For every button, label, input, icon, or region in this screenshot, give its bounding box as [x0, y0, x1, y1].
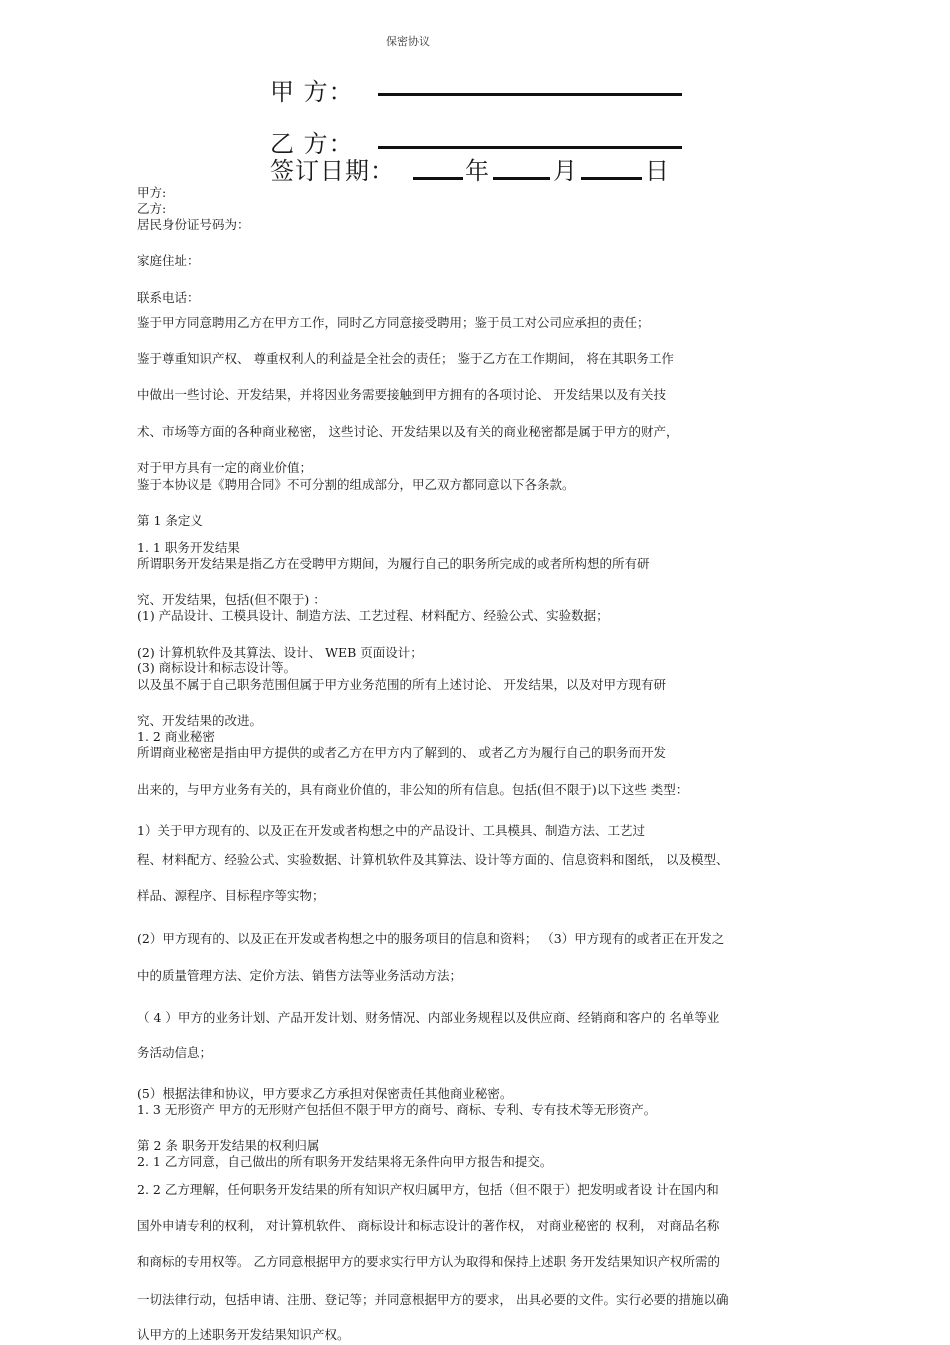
text-line: 联系电话：	[137, 290, 200, 305]
text-line: 务活动信息；	[137, 1045, 213, 1060]
party-a-blank-line[interactable]	[378, 93, 682, 96]
text-line: 出来的，与甲方业务有关的，具有商业价值的，非公知的所有信息。包括(但不限于)以下这些 类型：	[137, 782, 689, 797]
month-label: 月	[553, 157, 578, 185]
year-blank-line[interactable]	[413, 177, 463, 180]
text-line: 1）关于甲方现有的、以及正在开发或者构想之中的产品设计、工具模具、制造方法、工艺过	[137, 823, 645, 838]
text-line: 鉴于甲方同意聘用乙方在甲方工作，同时乙方同意接受聘用；鉴于员工对公司应承担的责任；	[137, 315, 650, 330]
text-line: 乙方:	[137, 201, 167, 216]
text-line: 中做出一些讨论、开发结果，并将因业务需要接触到甲方拥有的各项讨论、 开发结果以及有关技	[137, 387, 666, 402]
text-line: 1. 3 无形资产 甲方的无形财产包括但不限于甲方的商号、商标、专利、专有技术等无形资产。	[137, 1102, 657, 1117]
text-line: 对于甲方具有一定的商业价值；	[137, 460, 313, 475]
text-line: 一切法律行动，包括申请、注册、登记等；并同意根据甲方的要求， 出具必要的文件。实行必要的措施以确	[137, 1292, 729, 1307]
text-line: 所谓商业秘密是指由甲方提供的或者乙方在甲方内了解到的、 或者乙方为履行自己的职务而开发	[137, 745, 666, 760]
text-line: 家庭住址：	[137, 253, 200, 268]
text-line: (2) 计算机软件及其算法、设计、 WEB 页面设计；	[137, 645, 423, 660]
text-line: 甲方:	[137, 185, 167, 200]
party-b-blank-line[interactable]	[378, 146, 682, 149]
text-line: 2. 1 乙方同意，自己做出的所有职务开发结果将无条件向甲方报告和提交。	[137, 1154, 553, 1169]
month-blank-line[interactable]	[493, 177, 550, 180]
text-line: 以及虽不属于自己职务范围但属于甲方业务范围的所有上述讨论、 开发结果，以及对甲方现有研	[137, 677, 666, 692]
text-line: 认甲方的上述职务开发结果知识产权。	[137, 1327, 350, 1342]
text-line: 国外申请专利的权利， 对计算机软件、 商标设计和标志设计的著作权， 对商业秘密的 权利， 对商品名称	[137, 1218, 720, 1233]
text-line: 所谓职务开发结果是指乙方在受聘甲方期间，为履行自己的职务所完成的或者所构想的所有研	[137, 556, 650, 571]
text-line: 究、开发结果的改进。	[137, 713, 263, 728]
text-line: (2）甲方现有的、以及正在开发或者构想之中的服务项目的信息和资料； （3）甲方现有的或者正在开发之	[137, 931, 725, 946]
text-line: 术、市场等方面的各种商业秘密， 这些讨论、开发结果以及有关的商业秘密都是属于甲方的财产，	[137, 424, 679, 439]
text-line: 和商标的专用权等。 乙方同意根据甲方的要求实行甲方认为取得和保持上述职 务开发结果知识产权所需的	[137, 1254, 720, 1269]
party-a-label: 甲 方：	[270, 78, 354, 106]
text-line: (3) 商标设计和标志设计等。	[137, 660, 297, 675]
subsection-heading: 1. 2 商业秘密	[137, 729, 215, 744]
section-heading: 第 1 条定义	[137, 513, 203, 528]
text-line: 程、材料配方、经验公式、实验数据、计算机软件及其算法、设计等方面的、信息资料和图纸， 以及模型、	[137, 852, 729, 867]
sign-date-label: 签订日期：	[270, 157, 395, 185]
text-line: (1) 产品设计、工模具设计、制造方法、工艺过程、材料配方、经验公式、实验数据；	[137, 608, 609, 623]
text-line: （ 4 ）甲方的业务计划、产品开发计划、财务情况、内部业务规程以及供应商、经销商和客户的 名单等业	[137, 1010, 720, 1025]
text-line: 中的质量管理方法、定价方法、销售方法等业务活动方法；	[137, 968, 463, 983]
year-label: 年	[465, 157, 490, 185]
text-line: 样品、源程序、目标程序等实物；	[137, 888, 325, 903]
text-line: (5）根据法律和协议，甲方要求乙方承担对保密责任其他商业秘密。	[137, 1086, 513, 1101]
day-blank-line[interactable]	[581, 177, 642, 180]
subsection-heading: 1. 1 职务开发结果	[137, 540, 240, 555]
text-line: 鉴于尊重知识产权、 尊重权利人的利益是全社会的责任； 鉴于乙方在工作期间， 将在其职务工作	[137, 351, 674, 366]
document-header: 保密协议	[386, 35, 430, 48]
day-label: 日	[645, 157, 670, 185]
text-line: 究、开发结果，包括(但不限于) ：	[137, 592, 326, 607]
section-heading: 第 2 条 职务开发结果的权利归属	[137, 1138, 320, 1153]
text-line: 2. 2 乙方理解，任何职务开发结果的所有知识产权归属甲方，包括（但不限于）把发明或者设 计在国内和	[137, 1182, 719, 1197]
party-b-label: 乙 方：	[270, 130, 354, 158]
text-line: 居民身份证号码为：	[137, 217, 250, 232]
text-line: 鉴于本协议是《聘用合同》不可分割的组成部分，甲乙双方都同意以下各条款。	[137, 477, 575, 492]
